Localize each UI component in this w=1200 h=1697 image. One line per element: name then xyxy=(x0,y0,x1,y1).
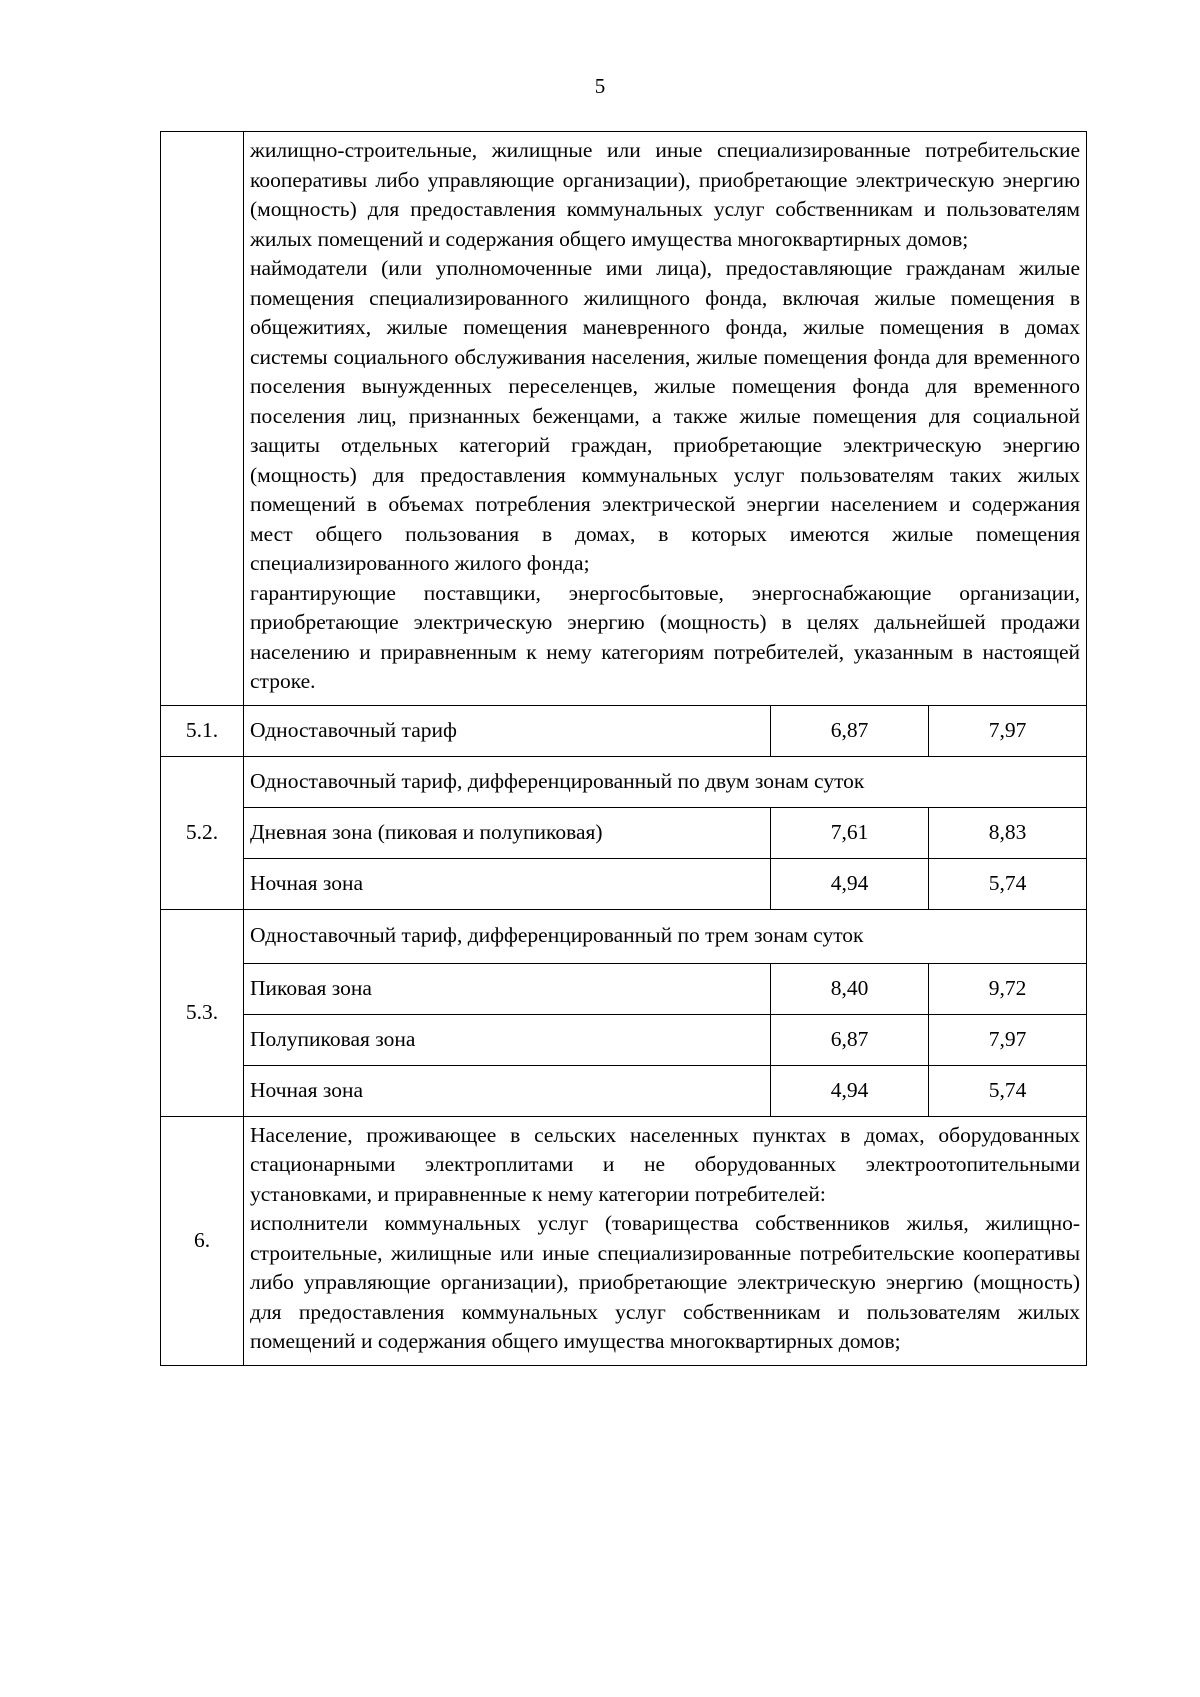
tariff-name-cell: Дневная зона (пиковая и полупиковая) xyxy=(244,807,771,858)
table-row-5-3-half-peak xyxy=(161,1014,1087,1065)
row-description-paragraph: Население, проживающее в сельских населенных пунктах в домах, оборудованных стационарными электроплитами и не оборудованных электроотопительными установками, и приравненные к нему категории потребителей: xyxy=(250,1122,1081,1206)
table-row-5-3-night xyxy=(161,1065,1087,1116)
row-description-paragraph: гарантирующие поставщики, энергосбытовые, энергоснабжающие организации, приобретающие электрическую энергию (мощность) в целях дальнейшей продажи населению и приравненным к нему категориям потребителей, указанным в настоящей строке. xyxy=(250,580,1081,693)
tariff-group-header-cell: Одноставочный тариф, дифференцированный по трем зонам суток xyxy=(244,909,1087,963)
tariff-value-1-cell: 6,87 xyxy=(771,1014,929,1065)
table-row-5-3-peak xyxy=(161,963,1087,1014)
row-description-paragraph: исполнители коммунальных услуг (товарищества собственников жилья, жилищно-строительные, жилищные или иные специализированные потребительские кооперативы либо управляющие организации), приобретающие электрическую энергию (мощность) для предоставления коммунальных услуг собственникам и пользователям жилых помещений и содержания общего имущества многоквартирных домов; xyxy=(250,1211,1081,1353)
table-row-5-3-header xyxy=(161,909,1087,963)
table-row-5-2-day xyxy=(161,807,1087,858)
table-row-6 xyxy=(161,1116,1087,1365)
tariff-value-1-cell: 4,94 xyxy=(771,858,929,909)
tariff-value-1-cell: 4,94 xyxy=(771,1065,929,1116)
tariff-value-2-cell: 9,72 xyxy=(929,963,1087,1014)
tariff-value-1-cell: 8,40 xyxy=(771,963,929,1014)
tariff-value-1-cell: 7,61 xyxy=(771,807,929,858)
tariff-table xyxy=(160,131,1087,1366)
page-number: 5 xyxy=(594,74,606,98)
tariff-value-2-cell: 7,97 xyxy=(929,1014,1087,1065)
row-number-cell: 5.3. xyxy=(161,909,244,1116)
row-number-cell: 6. xyxy=(161,1116,244,1365)
tariff-name-cell: Пиковая зона xyxy=(244,963,771,1014)
row-number-cell: 5.1. xyxy=(161,705,244,756)
tariff-value-2-cell: 8,83 xyxy=(929,807,1087,858)
tariff-name-cell: Полупиковая зона xyxy=(244,1014,771,1065)
tariff-name-cell: Ночная зона xyxy=(244,1065,771,1116)
tariff-name-cell: Одноставочный тариф xyxy=(244,705,771,756)
row-description-cell xyxy=(244,1116,1087,1365)
table-row-continued xyxy=(161,132,1087,706)
row-description-cell xyxy=(244,132,1087,706)
table-row-5-2-header xyxy=(161,756,1087,807)
row-description-paragraph: наймодатели (или уполномоченные ими лица), предоставляющие гражданам жилые помещения специализированного жилищного фонда, включая жилые помещения в общежитиях, жилые помещения маневренного фонда, жилые помещения в домах системы социального обслуживания населения, жилые помещения фонда для временного поселения вынужденных переселенцев, жилые помещения фонда для временного поселения лиц, признанных беженцами, а также жилые помещения для социальной защиты отдельных категорий граждан, приобретающие электрическую энергию (мощность) для предоставления коммунальных услуг пользователям таких жилых помещений в объемах потребления электрической энергии населением и содержания мест общего пользования в домах, в которых имеются жилые помещения специализированного жилого фонда; xyxy=(250,256,1081,575)
row-number-cell xyxy=(161,132,244,706)
row-number-cell: 5.2. xyxy=(161,756,244,909)
table-row-5-1 xyxy=(161,705,1087,756)
tariff-name-cell: Ночная зона xyxy=(244,858,771,909)
tariff-value-1-cell: 6,87 xyxy=(771,705,929,756)
tariff-value-2-cell: 7,97 xyxy=(929,705,1087,756)
row-description-paragraph: жилищно-строительные, жилищные или иные специализированные потребительские кооперативы либо управляющие организации), приобретающие электрическую энергию (мощность) для предоставления коммунальных услуг собственникам и пользователям жилых помещений и содержания общего имущества многоквартирных домов; xyxy=(250,138,1081,251)
table-row-5-2-night xyxy=(161,858,1087,909)
tariff-value-2-cell: 5,74 xyxy=(929,1065,1087,1116)
tariff-group-header-cell: Одноставочный тариф, дифференцированный по двум зонам суток xyxy=(244,756,1087,807)
tariff-value-2-cell: 5,74 xyxy=(929,858,1087,909)
